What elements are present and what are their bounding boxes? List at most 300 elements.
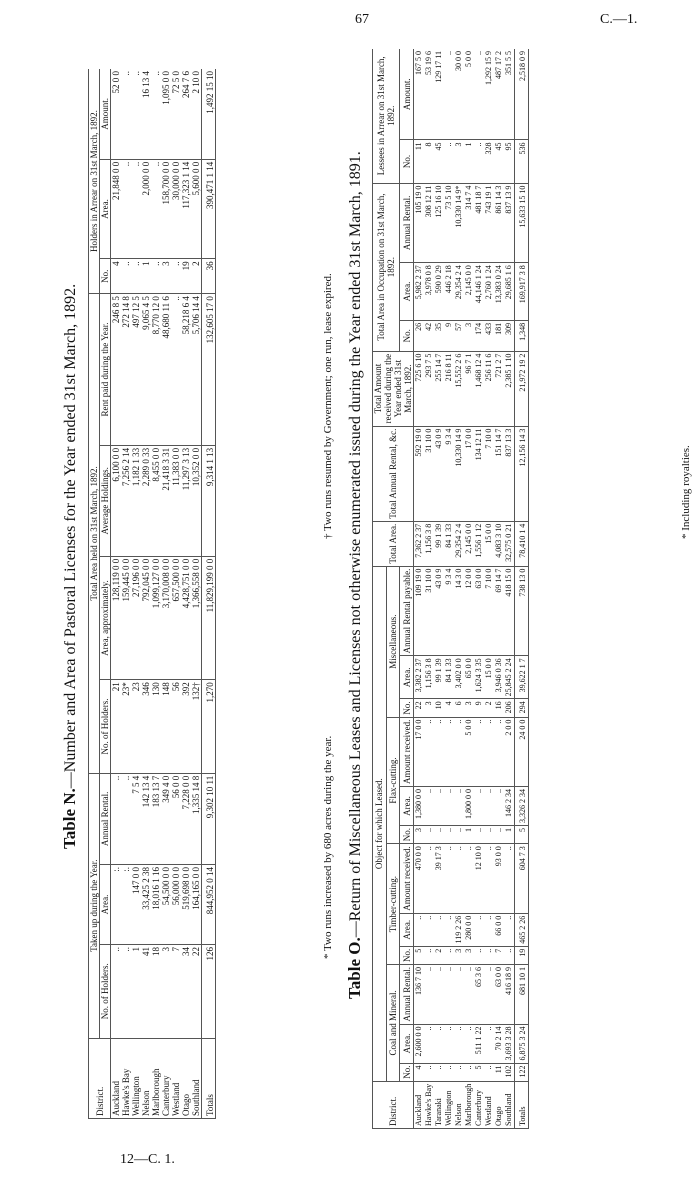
row-district: Nelson (454, 1081, 464, 1128)
table-cell: 3 (414, 826, 425, 844)
table-cell: :. (111, 864, 122, 944)
table-cell: 308 12 11 (424, 183, 434, 263)
table-cell: 41 (141, 945, 151, 1038)
table-n (88, 69, 216, 1119)
table-cell: 22 (191, 945, 202, 1038)
table-cell: 3 (464, 699, 474, 717)
col-arrear-no: No. (400, 140, 414, 183)
table-cell: 63 0 0 (474, 566, 484, 656)
table-cell: 328 (484, 140, 494, 183)
table-n-body (111, 69, 216, 1119)
table-cell: 837 13 9 (504, 183, 515, 263)
table-cell: .. (454, 717, 464, 786)
table-cell: 3 (464, 946, 474, 964)
table-cell: 314 7 4 (464, 183, 474, 263)
table-cell: .. (121, 773, 131, 864)
table-cell: .. (474, 787, 484, 826)
table-cell: 1,156 3 8 (424, 521, 434, 566)
col-misc-no: No. (400, 699, 414, 717)
table-cell: 102 (504, 1063, 515, 1081)
table-cell: 11 (494, 1063, 504, 1081)
table-cell: .. (444, 140, 454, 183)
col-flax-no: No. (400, 826, 414, 844)
table-cell: 44,146 1 24 (474, 263, 484, 321)
total-cell: 844,952 0 14 (202, 864, 216, 944)
total-cell: 1,492 15 10 (202, 69, 216, 159)
table-cell: 5 (474, 1063, 484, 1081)
row-district: Nelson (141, 1038, 151, 1118)
table-o-note: * Including royalties. (680, 445, 692, 539)
table-cell: 3,170,008 0 0 (161, 556, 171, 680)
col-coal-rental: Annual Rental. (400, 965, 414, 1025)
table-cell: 792,045 0 0 (141, 556, 151, 680)
table-n-title (60, 284, 80, 849)
table-cell: .. (131, 69, 141, 159)
table-cell: 33,425 2 38 (141, 864, 151, 944)
table-cell: 5,600 0 0 (191, 159, 202, 259)
row-district: Wellington (444, 1081, 454, 1128)
table-cell: 1,335 14 8 (191, 773, 202, 864)
table-cell: 146 2 34 (504, 787, 515, 826)
table-cell: .. (454, 1063, 464, 1081)
table-cell: .. (484, 1063, 494, 1081)
table-cell: .. (424, 1024, 434, 1063)
table-cell: 65 3 6 (474, 965, 484, 1025)
table-cell: .. (171, 294, 181, 446)
table-row (414, 49, 425, 1129)
row-district: Westland (171, 1038, 181, 1118)
table-row (191, 69, 202, 1119)
total-cell: 19 (515, 946, 529, 964)
table-cell: .. (484, 946, 494, 964)
table-cell: 147 0 0 (131, 864, 141, 944)
table-cell: 5 (414, 946, 425, 964)
col-total-received: Total Amount received during the Year ended 31st March, 1892. (373, 351, 414, 426)
table-cell: 181 (494, 320, 504, 351)
table-cell: 2 0 0 (504, 717, 515, 786)
table-cell: 1 (464, 140, 474, 183)
table-cell: 5,706 14 4 (191, 294, 202, 446)
table-cell: 57 (454, 320, 464, 351)
table-cell: 6 (454, 699, 464, 717)
table-cell: 3,693 3 28 (504, 1024, 515, 1063)
table-row (454, 49, 464, 1129)
table-row (151, 69, 161, 1119)
col-group-timber: Timber-cutting. (386, 844, 400, 965)
total-cell: 39,622 1 7 (515, 656, 529, 699)
col-misc-rental: Annual Rental payable. (400, 566, 414, 656)
table-cell: .. (454, 787, 464, 826)
table-cell: .. (444, 946, 454, 964)
row-district: Otago (494, 1081, 504, 1128)
table-cell: 17 0 0 (414, 717, 425, 786)
total-cell: 604 7 3 (515, 844, 529, 913)
table-cell: 56 0 0 (171, 773, 181, 864)
table-cell: 117,323 1 14 (181, 159, 191, 259)
col-total-area: Total Area. (373, 521, 414, 566)
table-cell: 446 2 18 (444, 263, 454, 321)
row-district: Otago (181, 1038, 191, 1118)
total-cell: 24 0 0 (515, 717, 529, 786)
table-cell: .. (484, 1024, 494, 1063)
table-cell: 7 5 4 (131, 773, 141, 864)
table-cell: 246 8 5 (111, 294, 122, 446)
table-cell: 19 (181, 259, 191, 294)
table-cell: 54,500 0 0 (161, 864, 171, 944)
table-cell: 17 0 0 (464, 426, 474, 521)
table-cell: 7 10 0 (484, 566, 494, 656)
col-misc-area: Area. (400, 656, 414, 699)
table-cell: 2 10 0 (191, 69, 202, 159)
total-cell: 12,156 14 3 (515, 426, 529, 521)
table-cell: .. (464, 1024, 474, 1063)
col-area: Area. (100, 864, 111, 944)
table-cell: .. (464, 844, 474, 913)
table-cell: 30,000 0 0 (171, 159, 181, 259)
table-cell: 11,297 3 13 (181, 445, 191, 556)
page-number: 67 (355, 12, 369, 27)
table-cell: 56 (171, 680, 181, 773)
table-cell: 3 (454, 140, 464, 183)
col-arrear-amount: Amount. (400, 49, 414, 140)
table-cell: .. (494, 717, 504, 786)
table-cell: 29,354 2 4 (454, 521, 464, 566)
table-cell: 309 (504, 320, 515, 351)
table-cell: .. (494, 826, 504, 844)
table-cell: 84 1 33 (444, 656, 454, 699)
table-row (494, 49, 504, 1129)
table-cell: .. (444, 49, 454, 140)
row-district: Canterbury (474, 1081, 484, 1128)
table-cell: 7,228 0 0 (181, 773, 191, 864)
col-no: No. (100, 259, 111, 294)
table-cell: 9 3 4 (444, 426, 454, 521)
table-cell: 4 (444, 699, 454, 717)
table-cell: 31 10 0 (424, 566, 434, 656)
total-cell: 3,326 2 34 (515, 787, 529, 826)
table-cell: 53 19 6 (424, 49, 434, 140)
table-n-label: Table N. (60, 788, 79, 849)
table-cell: 132† (191, 680, 202, 773)
table-cell: 721 2 7 (494, 351, 504, 426)
col-amount: Amount. (100, 69, 111, 159)
row-district: Auckland (111, 1038, 122, 1118)
table-cell: 351 5 5 (504, 49, 515, 140)
total-cell: 465 2 26 (515, 913, 529, 946)
table-cell: 10 (434, 699, 444, 717)
table-cell: .. (464, 1063, 474, 1081)
table-cell: 96 7 1 (464, 351, 474, 426)
table-cell: .. (484, 844, 494, 913)
table-cell: 48,680 11 6 (161, 294, 171, 446)
total-cell: 738 13 0 (515, 566, 529, 656)
table-cell: .. (171, 259, 181, 294)
table-cell: 25,845 2 24 (504, 656, 515, 699)
table-cell: 1,099,127 0 0 (151, 556, 161, 680)
table-row (504, 49, 515, 1129)
table-row (111, 69, 122, 1119)
table-cell: .. (474, 49, 484, 140)
table-cell: 10,330 14 9 (454, 426, 464, 521)
table-cell: 590 0 29 (434, 263, 444, 321)
table-cell: 119 2 26 (454, 913, 464, 946)
col-timber-area: Area. (400, 913, 414, 946)
table-cell: 657,500 0 0 (171, 556, 181, 680)
table-cell: 128,119 0 0 (111, 556, 122, 680)
col-group-flax: Flax-cutting. (386, 717, 400, 844)
table-cell: 9 (444, 320, 454, 351)
table-cell: 8,455 0 0 (151, 445, 161, 556)
table-cell: .. (434, 1024, 444, 1063)
total-cell: 36 (202, 259, 216, 294)
col-holders: No. of Holders. (100, 945, 111, 1038)
table-cell: 125 16 10 (434, 183, 444, 263)
table-cell: .. (504, 946, 515, 964)
table-cell: .. (484, 913, 494, 946)
table-cell: 3 (464, 320, 474, 351)
total-cell: 132,605 17 0 (202, 294, 216, 446)
table-cell: 11,383 0 0 (171, 445, 181, 556)
table-cell: .. (484, 826, 494, 844)
col-rent-paid: Rent paid during the Year. (100, 294, 111, 446)
table-cell: 3 (161, 259, 171, 294)
table-cell: .. (454, 844, 464, 913)
table-cell: .. (444, 826, 454, 844)
table-cell: 293 7 5 (424, 351, 434, 426)
totals-row (515, 49, 529, 1129)
table-cell: .. (444, 844, 454, 913)
table-cell: .. (121, 159, 131, 259)
table-cell: 272 14 8 (121, 294, 131, 446)
table-cell: 174 (474, 320, 484, 351)
table-cell: 12 0 0 (464, 566, 474, 656)
table-cell: 65 0 0 (464, 656, 474, 699)
table-cell: 43 0 9 (434, 566, 444, 656)
table-cell: 109 19 0 (414, 566, 425, 656)
table-cell: 2 (434, 946, 444, 964)
table-cell: .. (484, 717, 494, 786)
table-cell: 3 (161, 945, 171, 1038)
table-cell: 1 (131, 945, 141, 1038)
col-coal-no: No. (400, 1063, 414, 1081)
table-cell: .. (444, 965, 454, 1025)
table-cell: 45 (494, 140, 504, 183)
table-cell: 105 19 0 (414, 183, 425, 263)
col-coal-area: Area. (400, 1024, 414, 1063)
table-n-note-2: † Two runs resumed by Government; one run, lease expired. (322, 273, 334, 539)
table-cell: 42 (424, 320, 434, 351)
table-cell: 159,445 0 0 (121, 556, 131, 680)
table-cell: 7,362 2 37 (414, 521, 425, 566)
table-cell: 16 (494, 699, 504, 717)
table-cell: 2,000 0 0 (141, 159, 151, 259)
col-group-coal: Coal and Mineral. (386, 965, 400, 1082)
table-cell: .. (121, 69, 131, 159)
table-cell: 2,760 1 24 (484, 263, 494, 321)
table-cell: 1 (141, 259, 151, 294)
table-cell: 29,685 1 6 (504, 263, 515, 321)
col-group-taken: Taken up during the Year. (89, 773, 100, 1038)
total-cell: 2,518 0 9 (515, 49, 529, 140)
table-cell: .. (151, 159, 161, 259)
table-cell: .. (424, 826, 434, 844)
table-row (434, 49, 444, 1129)
total-cell: 1,348 (515, 320, 529, 351)
table-cell: 43 0 9 (434, 426, 444, 521)
table-cell: 23 (131, 680, 141, 773)
table-cell: 63 0 0 (494, 965, 504, 1025)
table-cell: 1,380 0 0 (414, 787, 425, 826)
total-cell: 21,972 19 2 (515, 351, 529, 426)
table-cell: 416 18 9 (504, 965, 515, 1025)
table-cell: .. (464, 965, 474, 1025)
table-row (131, 69, 141, 1119)
table-cell: .. (454, 826, 464, 844)
col-timber-received: Amount received. (400, 844, 414, 913)
table-cell: 280 0 0 (464, 913, 474, 946)
total-cell: 6,875 3 24 (515, 1024, 529, 1063)
row-district: Marlborough (464, 1081, 474, 1128)
table-cell: 9 3 4 (444, 566, 454, 656)
table-row (474, 49, 484, 1129)
table-cell: .. (414, 913, 425, 946)
table-cell: .. (424, 844, 434, 913)
table-o (372, 49, 529, 1129)
table-row (484, 49, 494, 1129)
table-cell: 15,552 2 6 (454, 351, 464, 426)
table-cell: 837 13 3 (504, 426, 515, 521)
table-cell: .. (474, 946, 484, 964)
table-cell: 256 11 6 (484, 351, 494, 426)
table-cell: .. (434, 913, 444, 946)
row-district: Wellington (131, 1038, 141, 1118)
row-district: Taranaki (434, 1081, 444, 1128)
col-group-arrear: Holders in Arrear on 31st March, 1892. (89, 69, 100, 294)
total-cell: 390,471 1 14 (202, 159, 216, 259)
table-cell: 95 (504, 140, 515, 183)
row-district: Westland (484, 1081, 494, 1128)
total-cell: 122 (515, 1063, 529, 1081)
table-cell: 26 (414, 320, 425, 351)
table-cell: 1 (464, 826, 474, 844)
table-cell: .. (444, 913, 454, 946)
table-cell: 13,383 0 24 (494, 263, 504, 321)
table-n-caption: —Number and Area of Pastoral Licenses for the Year ended 31st March, 1892. (62, 283, 79, 789)
table-row (171, 69, 181, 1119)
table-cell: 3,402 0 0 (454, 656, 464, 699)
table-cell: 7 (171, 945, 181, 1038)
table-cell: 2 (484, 699, 494, 717)
total-cell: 126 (202, 945, 216, 1038)
table-cell: .. (444, 717, 454, 786)
table-cell: 27,196 0 0 (131, 556, 141, 680)
table-row (424, 49, 434, 1129)
table-cell: 255 14 7 (434, 351, 444, 426)
table-cell: 592 19 0 (414, 426, 425, 521)
table-cell: 129 17 11 (434, 49, 444, 140)
totals-label: Totals (202, 1038, 216, 1118)
table-cell: 264 7 6 (181, 69, 191, 159)
table-cell: 1,292 15 9 (484, 49, 494, 140)
total-cell: 11,829,199 0 0 (202, 556, 216, 680)
table-cell: 2,289 0 33 (141, 445, 151, 556)
table-cell: 45 (434, 140, 444, 183)
table-cell: .. (494, 787, 504, 826)
table-cell: :. (121, 864, 131, 944)
table-cell: 4,083 3 10 (494, 521, 504, 566)
table-cell: 151 14 7 (494, 426, 504, 521)
table-cell: 18,016 1 16 (151, 864, 161, 944)
table-cell: 10,330 14 9* (454, 183, 464, 263)
table-cell: 136 7 10 (414, 965, 425, 1025)
table-cell: 1,800 0 0 (464, 787, 474, 826)
table-o-body (414, 49, 529, 1129)
total-cell: 536 (515, 140, 529, 183)
table-n-note-1: * Two runs increased by 680 acres during the year. (322, 735, 334, 959)
table-cell: .. (121, 259, 131, 294)
table-cell: 9 (474, 699, 484, 717)
table-cell: .. (424, 1063, 434, 1081)
signature-mark: 12—C. 1. (120, 1152, 175, 1167)
table-cell: .. (434, 717, 444, 786)
table-cell: 158,700 0 0 (161, 159, 171, 259)
table-cell: 725 6 10 (414, 351, 425, 426)
table-cell: 470 0 0 (414, 844, 425, 913)
table-cell: .. (424, 717, 434, 786)
table-cell: 5,982 2 37 (414, 263, 425, 321)
col-occ-no: No. (400, 320, 414, 351)
col-flax-area: Area. (400, 787, 414, 826)
table-cell: 99 1 39 (434, 656, 444, 699)
table-cell: 21,418 3 31 (161, 445, 171, 556)
table-cell: 72 5 0 (171, 69, 181, 159)
total-cell: 5 (515, 826, 529, 844)
table-cell: 1,624 3 35 (474, 656, 484, 699)
table-cell: 16 13 4 (141, 69, 151, 159)
table-cell: 66 0 0 (494, 913, 504, 946)
table-cell: 346 (141, 680, 151, 773)
col-group-occupation: Total Area in Occupation on 31st March, 1892. (373, 183, 400, 351)
table-cell: 7 10 0 (484, 426, 494, 521)
table-cell: 52 0 0 (111, 69, 122, 159)
table-cell: .. (444, 1063, 454, 1081)
col-rental: Annual Rental. (100, 773, 111, 864)
table-o-caption: —Return of Miscellaneous Leases and Licenses not otherwise enumerated issued during the Year ended 31st March, 1891. (347, 151, 364, 938)
total-cell: 9,302 10 11 (202, 773, 216, 864)
table-cell: .. (474, 826, 484, 844)
table-cell: .. (444, 1024, 454, 1063)
table-o-label: Table O. (345, 937, 364, 999)
total-cell: 294 (515, 699, 529, 717)
table-cell: 433 (484, 320, 494, 351)
table-cell: 10,352 0 0 (191, 445, 202, 556)
col-district: District. (373, 1081, 414, 1128)
table-cell: .. (474, 717, 484, 786)
table-row (464, 49, 474, 1129)
total-cell: 9,314 1 13 (202, 445, 216, 556)
table-cell: 1,156 3 8 (424, 656, 434, 699)
table-cell: .. (484, 965, 494, 1025)
table-cell: 4 (111, 259, 122, 294)
table-cell: 84 1 33 (444, 521, 454, 566)
table-cell: .. (151, 69, 161, 159)
table-cell: .. (121, 945, 131, 1038)
document-reference: C.—1. (600, 12, 638, 27)
table-cell: 4,428,751 0 0 (181, 556, 191, 680)
table-cell: .. (454, 965, 464, 1025)
col-total-rental: Total Annual Rental, &c. (373, 426, 414, 521)
table-cell: .. (434, 965, 444, 1025)
